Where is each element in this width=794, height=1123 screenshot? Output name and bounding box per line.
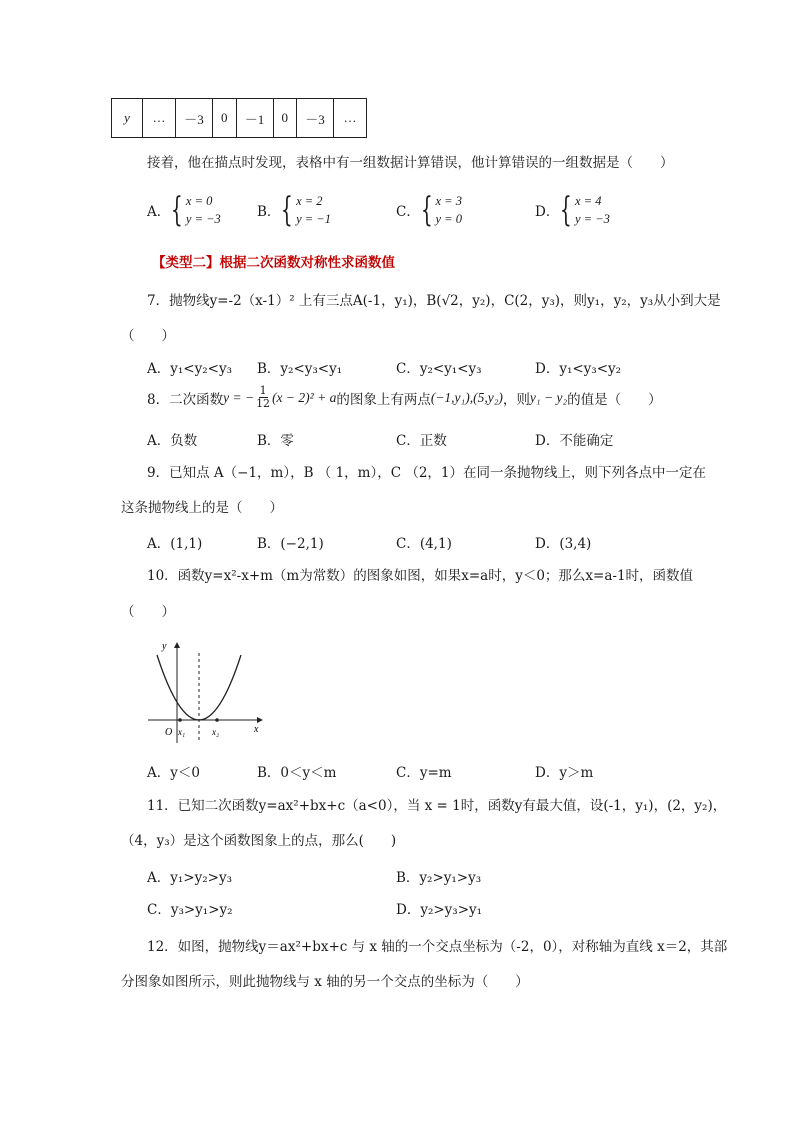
table-cell: 0 — [213, 99, 237, 138]
q8-option-d[interactable]: D．不能确定 — [535, 433, 614, 449]
option-letter: D． — [535, 204, 560, 220]
table-cell: y — [112, 99, 143, 138]
q11-stem-line2: （4，y₃）是这个函数图象上的点，那么( ) — [121, 833, 397, 849]
table-row — [112, 99, 367, 138]
q6-option-a[interactable] — [147, 192, 221, 228]
option-row: x = 4 — [574, 194, 602, 208]
q11-option-d[interactable]: D．y₂>y₃>y₁ — [396, 902, 483, 918]
y-axis-label: y — [162, 641, 167, 652]
option-row: x = 3 — [435, 194, 462, 208]
q7-option-b[interactable]: B．y₂<y₃<y₁ — [257, 361, 343, 377]
q9-option-a[interactable]: A．(1,1) — [147, 536, 203, 552]
q6-stem: 接着，他在描点时发现，表格中有一组数据计算错误，他计算错误的一组数据是（ ） — [147, 155, 674, 171]
q10-stem-line2: （ ） — [121, 604, 175, 620]
q7-option-c[interactable]: C．y₂<y₁<y₃ — [396, 361, 482, 377]
option-row: y = 0 — [435, 212, 462, 226]
table-cell: －3 — [176, 99, 213, 138]
option-row: y = −3 — [574, 212, 610, 226]
option-letter: A． — [147, 204, 171, 220]
option-row: x = 2 — [296, 194, 323, 208]
q10-stem-line1: 10．函数y=x²-x+m（m为常数）的图象如图，如果x=a时，y＜0；那么x=a-1时，函数值 — [147, 568, 694, 584]
q8-diff: y₁ − y₂ — [529, 389, 568, 405]
q9-stem-line1: 9．已知点 A（−1，m），B （ 1，m），C （2，1）在同一条抛物线上，则下列各点中一定在 — [147, 465, 707, 481]
brace-icon: { — [281, 190, 294, 230]
q7-option-d[interactable]: D．y₁<y₃<y₂ — [535, 361, 622, 377]
fraction-denominator: 12 — [256, 397, 271, 410]
x-axis-label: x — [254, 724, 259, 735]
q8-expr: y = − — [223, 389, 255, 405]
q8-option-c[interactable]: C．正数 — [396, 433, 447, 449]
table-cell: －1 — [236, 99, 273, 138]
q8-option-b[interactable]: B．零 — [257, 433, 294, 449]
q7-option-a[interactable]: A．y₁<y₂<y₃ — [147, 361, 232, 377]
section-heading: 【类型二】根据二次函数对称性求函数值 — [152, 255, 395, 271]
option-row: y = −3 — [185, 212, 221, 226]
q8-prefix: 8．二次函数 — [147, 391, 224, 408]
fraction-numerator: 1 — [259, 384, 267, 397]
q8-suffix: 的值是（ ） — [567, 391, 662, 408]
q12-stem-line2: 分图象如图所示，则此抛物线与 x 轴的另一个交点的坐标为（ ） — [121, 974, 529, 990]
q8-expr-rest: (x − 2)² + a — [272, 389, 337, 405]
brace-icon: { — [171, 190, 184, 230]
q9-option-d[interactable]: D．(3,4) — [535, 536, 592, 552]
option-row: x = 0 — [185, 194, 213, 208]
q8-then: ，则 — [502, 391, 530, 408]
root-point — [178, 718, 182, 722]
option-row: y = −1 — [296, 212, 331, 226]
q11-option-a[interactable]: A．y₁>y₂>y₃ — [147, 870, 232, 886]
value-table — [111, 98, 367, 138]
q10-option-c[interactable]: C．y=m — [396, 765, 452, 781]
q9-stem-line2: 这条抛物线上的是（ ） — [121, 500, 283, 516]
table-cell: … — [334, 99, 367, 138]
q8-stem — [147, 385, 662, 410]
q11-option-c[interactable]: C．y₃>y₁>y₂ — [147, 902, 233, 918]
parabola-curve — [157, 655, 241, 720]
x2-label: x₂ — [212, 727, 220, 737]
q10-option-b[interactable]: B．0＜y＜m — [257, 765, 337, 781]
q8-middle: 的图象上有两点 — [336, 391, 431, 408]
q10-option-d[interactable]: D．y＞m — [535, 765, 594, 781]
brace-icon: { — [560, 190, 573, 230]
q9-option-c[interactable]: C．(4,1) — [396, 536, 452, 552]
table-cell: … — [143, 99, 176, 138]
root-point — [215, 718, 219, 722]
q11-stem-line1: 11．已知二次函数y=ax²+bx+c（a<0），当 x = 1时，函数y有最大值，设(-1，y₁)，(2，y₂)， — [147, 798, 727, 814]
brace-icon: { — [420, 190, 433, 230]
q8-option-a[interactable]: A．负数 — [147, 433, 198, 449]
q7-stem-line1: 7．抛物线y=-2（x-1）² 上有三点A(-1，y₁)，B(√2，y₂)，C(2，y₃)，则y₁，y₂，y₃从小到大是 — [147, 293, 721, 309]
option-letter: C． — [396, 204, 420, 220]
q7-stem-line2: （ ） — [121, 328, 175, 344]
q9-option-b[interactable]: B．(−2,1) — [257, 536, 324, 552]
q6-option-b[interactable] — [257, 192, 331, 228]
origin-label: O — [165, 727, 173, 738]
q6-option-c[interactable] — [396, 192, 462, 228]
q8-points: (−1,y₁),(5,y₂) — [430, 389, 503, 405]
q6-option-d[interactable] — [535, 192, 610, 228]
table-cell: 0 — [273, 99, 297, 138]
fraction — [256, 385, 270, 410]
option-letter: B． — [257, 204, 281, 220]
q10-option-a[interactable]: A．y＜0 — [147, 765, 200, 781]
q11-option-b[interactable]: B．y₂>y₁>y₃ — [396, 870, 482, 886]
x1-label: x₁ — [178, 727, 186, 737]
q12-stem-line1: 12．如图，抛物线y＝ax²+bx+c 与 x 轴的一个交点坐标为（-2，0），对称轴为直线 x＝2，其部 — [147, 939, 728, 955]
table-cell: －3 — [297, 99, 334, 138]
parabola-graph — [140, 635, 270, 745]
